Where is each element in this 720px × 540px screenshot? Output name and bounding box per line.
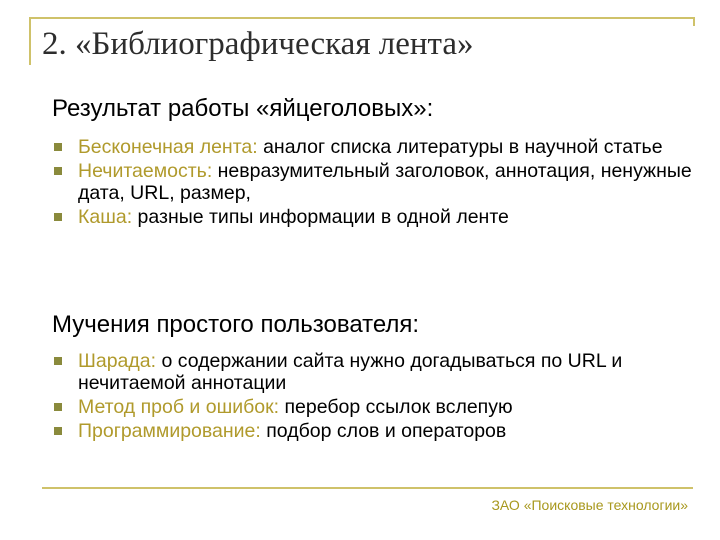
section-user-pain [52, 310, 702, 444]
square-bullet-icon [54, 143, 62, 151]
square-bullet-icon [54, 403, 62, 411]
bullet-list [52, 350, 702, 442]
item-text: разные типы информации в одной ленте [132, 206, 509, 228]
footer-line [42, 487, 693, 489]
item-term: Шарада: [78, 350, 157, 372]
footer-company: ЗАО «Поисковые технологии» [491, 497, 688, 513]
list-item [52, 350, 702, 394]
square-bullet-icon [54, 167, 62, 175]
item-term: Каша: [78, 206, 133, 228]
section-results [52, 94, 702, 230]
frame-top-line [29, 17, 693, 19]
section-heading: Мучения простого пользователя: [52, 311, 420, 338]
frame-right-line [693, 17, 695, 26]
item-text: о содержании сайта нужно догадываться по URL и нечитаемой аннотации [78, 350, 623, 394]
section-heading: Результат работы «яйцеголовых»: [52, 95, 434, 122]
item-term: Нечитаемость: [78, 160, 213, 182]
list-item [52, 160, 702, 204]
item-text: аналог списка литературы в научной статье [257, 136, 663, 158]
item-term: Метод проб и ошибок: [78, 396, 280, 418]
item-text: перебор ссылок вслепую [279, 396, 513, 418]
list-item [52, 420, 702, 442]
item-text: подбор слов и операторов [260, 420, 507, 442]
frame-left-line [29, 17, 31, 65]
list-item [52, 136, 702, 158]
item-term: Программирование: [78, 420, 261, 442]
item-text: невразумительный заголовок, аннотация, ненужные дата, URL, размер, [78, 160, 692, 204]
square-bullet-icon [54, 427, 62, 435]
square-bullet-icon [54, 213, 62, 221]
list-item [52, 396, 702, 418]
bullet-list [52, 136, 702, 228]
list-item [52, 206, 702, 228]
item-term: Бесконечная лента: [78, 136, 258, 158]
slide-title: 2. «Библиографическая лента» [42, 26, 474, 62]
square-bullet-icon [54, 357, 62, 365]
